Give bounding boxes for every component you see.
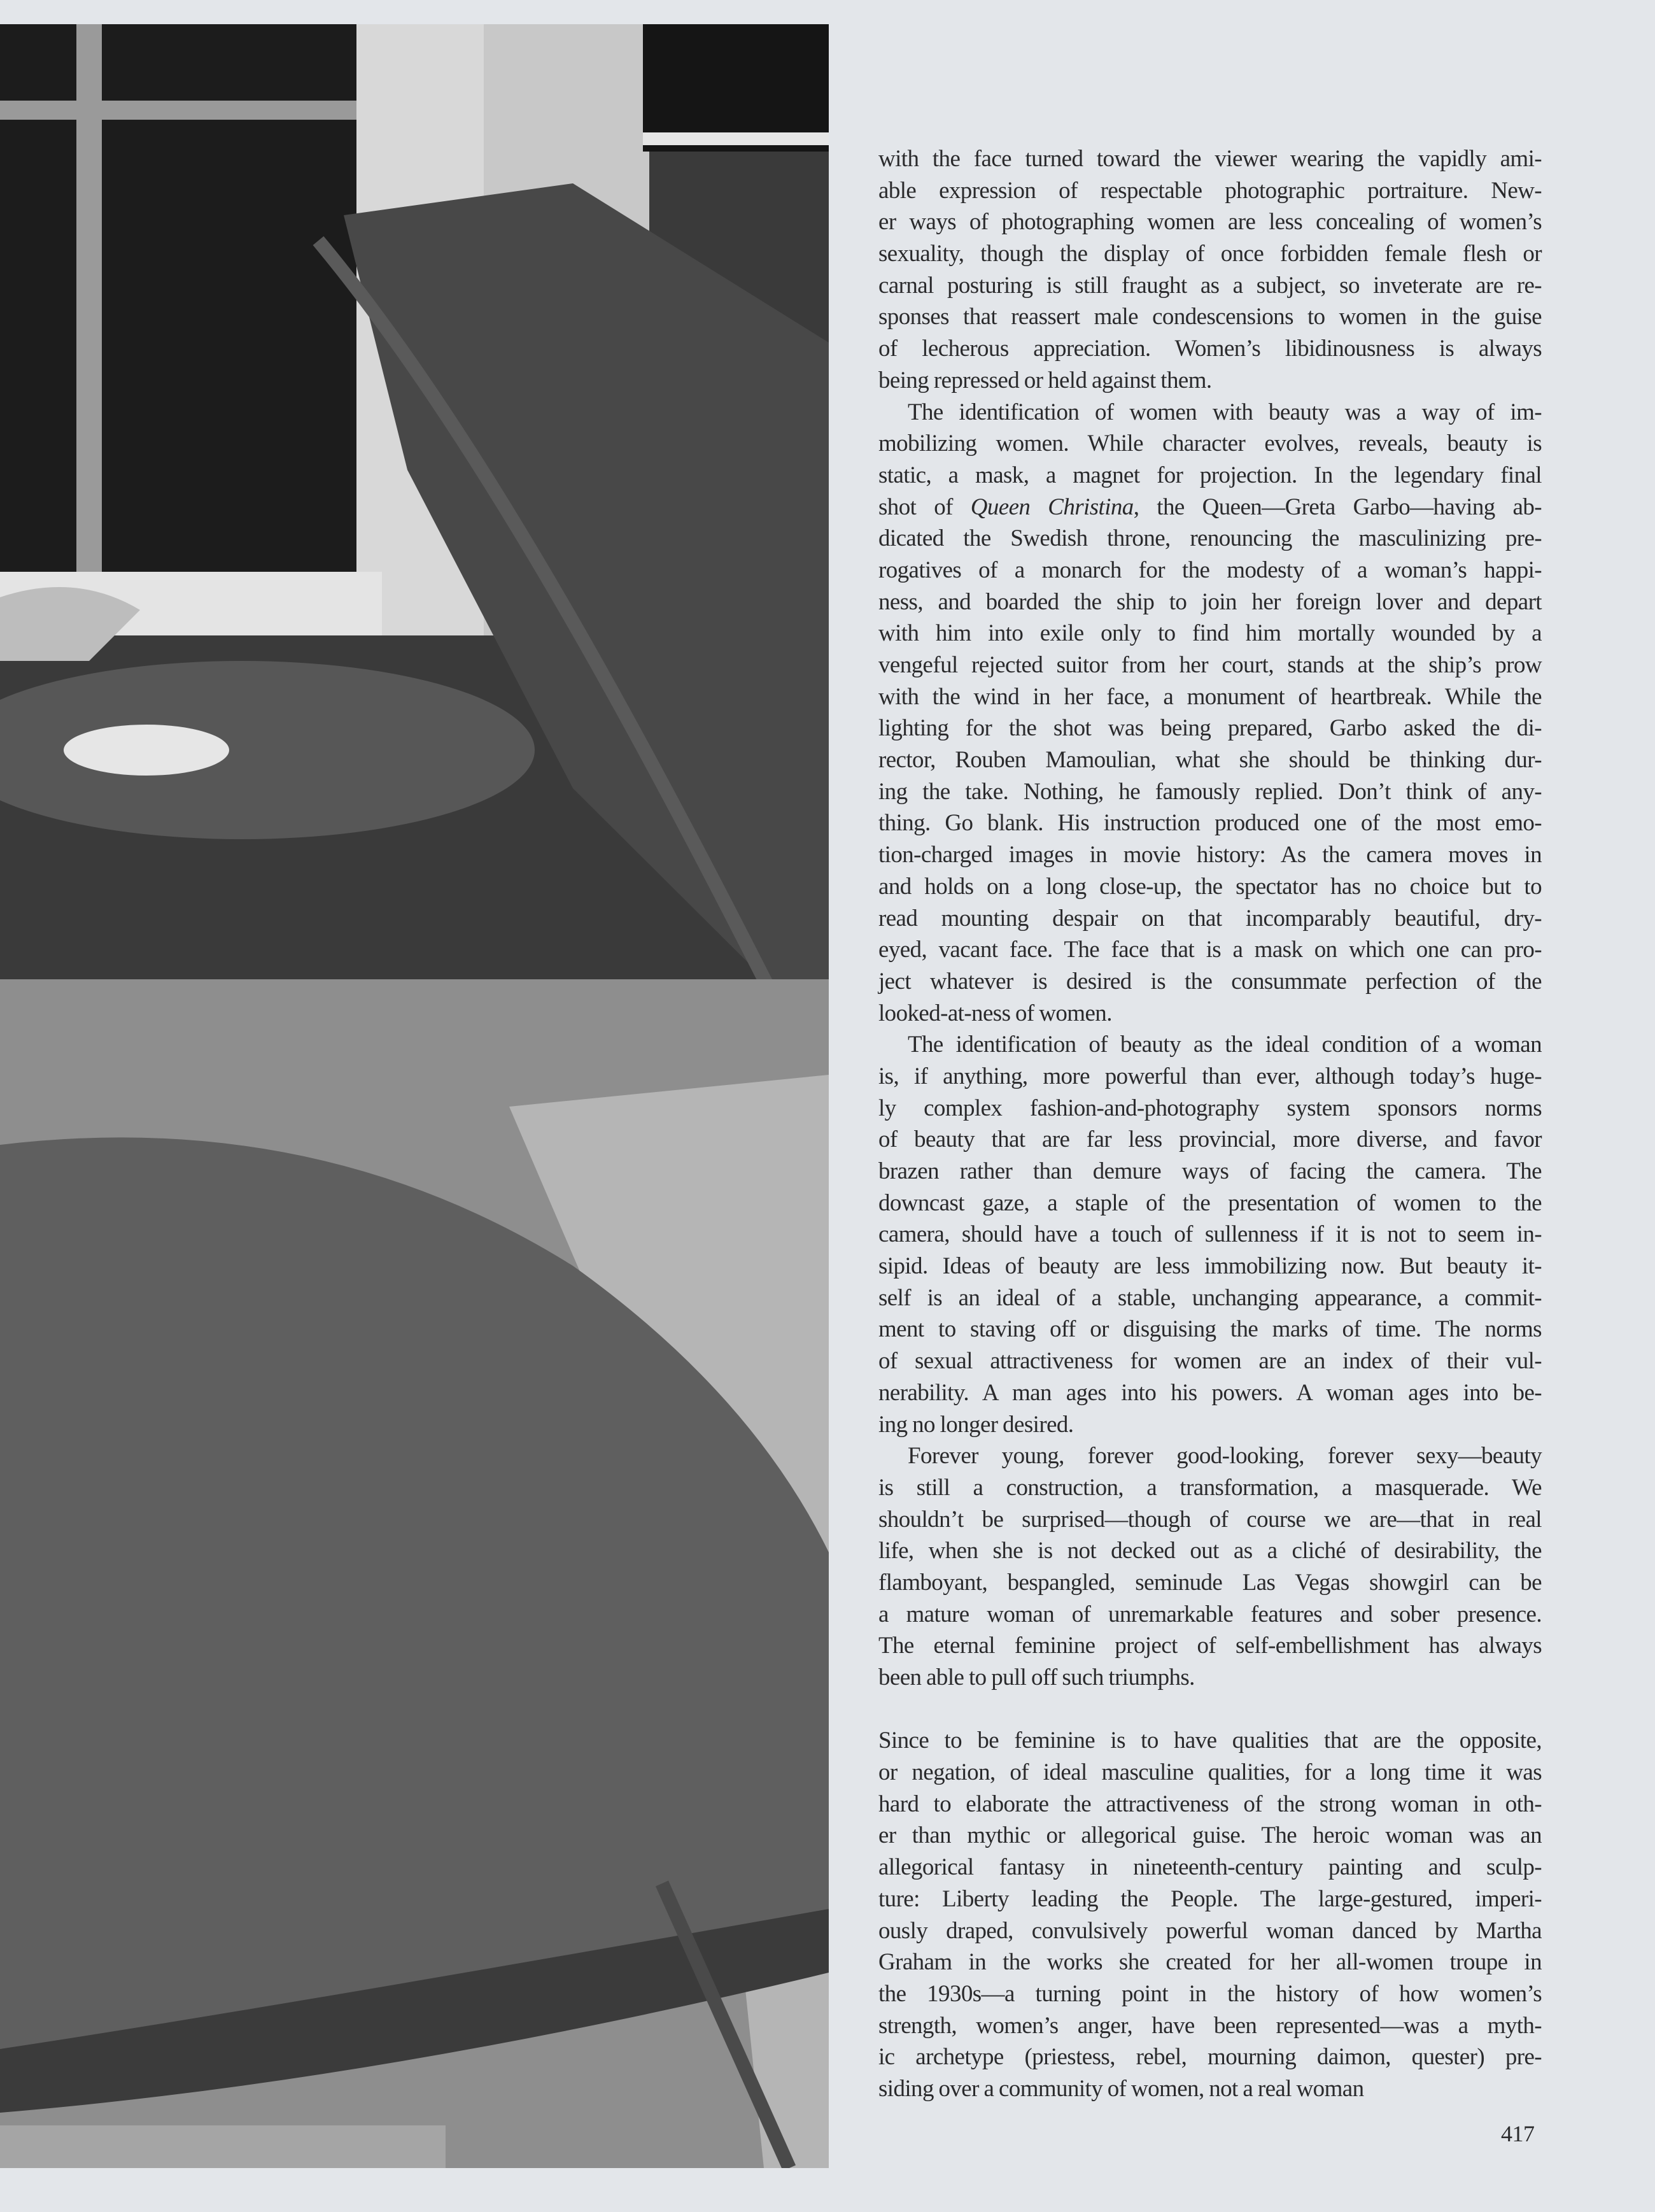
- text-line: the 1930s—a turning point in the history of how women’s: [878, 1980, 1542, 2007]
- text-line: with him into exile only to find him mortally wounded by a: [878, 620, 1542, 647]
- text-line: a mature woman of unremarkable features and sober presence.: [878, 1601, 1542, 1627]
- paragraph: [878, 397, 1542, 1030]
- text-line: being repressed or held against them.: [878, 367, 1212, 393]
- paragraph: [878, 1029, 1542, 1440]
- text-line: ic archetype (priestess, rebel, mourning daimon, quester) pre-: [878, 2044, 1542, 2071]
- text-line: of beauty that are far less provincial, more diverse, and favor: [878, 1126, 1542, 1153]
- text-line: flamboyant, bespangled, seminude Las Vegas showgirl can be: [878, 1569, 1542, 1596]
- film-title: Queen Christina: [970, 493, 1134, 520]
- text-line: ing no longer desired.: [878, 1411, 1074, 1438]
- text-line: shot of Queen Christina, the Queen—Greta Garbo—having ab-: [878, 493, 1542, 520]
- text-line: hard to elaborate the attractiveness of the strong woman in oth-: [878, 1790, 1542, 1817]
- text-line: Since to be feminine is to have qualities that are the opposite,: [878, 1727, 1542, 1754]
- text-line: with the wind in her face, a monument of heartbreak. While the: [878, 683, 1542, 710]
- text-line: strength, women’s anger, have been represented—was a myth-: [878, 2012, 1542, 2039]
- text-line: Graham in the works she created for her all-women troupe in: [878, 1949, 1542, 1976]
- text-line: dicated the Swedish throne, renouncing the masculinizing pre-: [878, 525, 1542, 552]
- paragraph: [878, 1440, 1542, 1694]
- text-line: er than mythic or allegorical guise. The heroic woman was an: [878, 1822, 1542, 1849]
- text-line: self is an ideal of a stable, unchanging appearance, a commit-: [878, 1284, 1542, 1311]
- text-line: ture: Liberty leading the People. The large-gestured, imperi-: [878, 1885, 1542, 1912]
- text-line: tion-charged images in movie history: As the camera moves in: [878, 842, 1542, 868]
- text-line: nerability. A man ages into his powers. A woman ages into be-: [878, 1379, 1542, 1406]
- text-line: shouldn’t be surprised—though of course we are—that in real: [878, 1506, 1542, 1533]
- text-line: sponses that reassert male condescensions to women in the guise: [878, 304, 1542, 330]
- text-line: camera, should have a touch of sullenness if it is not to seem in-: [878, 1221, 1542, 1248]
- text-line: sipid. Ideas of beauty are less immobilizing now. But beauty it-: [878, 1253, 1542, 1280]
- text-line: er ways of photographing women are less concealing of women’s: [878, 209, 1542, 236]
- text-line: ness, and boarded the ship to join her foreign lover and depart: [878, 588, 1542, 615]
- text-line: ly complex fashion-and-photography system sponsors norms: [878, 1095, 1542, 1121]
- text-line: brazen rather than demure ways of facing the camera. The: [878, 1158, 1542, 1184]
- text-line: is, if anything, more powerful than ever, although today’s huge-: [878, 1063, 1542, 1089]
- text-line: The eternal feminine project of self-embellishment has always: [878, 1633, 1542, 1659]
- text-line: lighting for the shot was being prepared, Garbo asked the di-: [878, 715, 1542, 742]
- text-line: siding over a community of women, not a real woman: [878, 2075, 1364, 2102]
- text-line: eyed, vacant face. The face that is a mask on which one can pro-: [878, 937, 1542, 963]
- text-line: looked-at-ness of women.: [878, 1000, 1112, 1026]
- text-line: carnal posturing is still fraught as a subject, so inveterate are re-: [878, 272, 1542, 299]
- paragraph: [878, 143, 1542, 397]
- photograph-lounge-chairs: [0, 24, 829, 2168]
- text-line: been able to pull off such triumphs.: [878, 1664, 1195, 1691]
- text-line: ously draped, convulsively powerful woman danced by Martha: [878, 1917, 1542, 1944]
- text-line: Forever young, forever good-looking, forever sexy—beauty: [908, 1443, 1542, 1470]
- text-line: ment to staving off or disguising the marks of time. The norms: [878, 1316, 1542, 1343]
- body-text-column: [878, 143, 1542, 2105]
- text-line: or negation, of ideal masculine qualities, for a long time it was: [878, 1759, 1542, 1786]
- text-line: thing. Go blank. His instruction produced one of the most emo-: [878, 810, 1542, 837]
- text-line: rector, Rouben Mamoulian, what she should be thinking dur-: [878, 747, 1542, 774]
- text-line: and holds on a long close-up, the spectator has no choice but to: [878, 873, 1542, 900]
- paragraph: [878, 1725, 1542, 2104]
- text-line: sexuality, though the display of once forbidden female flesh or: [878, 241, 1542, 267]
- section-break: [878, 1694, 1542, 1726]
- text-line: read mounting despair on that incomparably beautiful, dry-: [878, 905, 1542, 932]
- text-line: rogatives of a monarch for the modesty of a woman’s happi-: [878, 557, 1542, 583]
- text-line: ject whatever is desired is the consummate perfection of the: [878, 968, 1542, 995]
- text-line: of lecherous appreciation. Women’s libidinousness is always: [878, 336, 1542, 362]
- text-line: of sexual attractiveness for women are an index of their vul-: [878, 1348, 1542, 1375]
- text-line: life, when she is not decked out as a cliché of desirability, the: [878, 1538, 1542, 1564]
- text-line: The identification of beauty as the ideal condition of a woman: [908, 1032, 1542, 1058]
- text-line: mobilizing women. While character evolves, reveals, beauty is: [878, 430, 1542, 457]
- text-line: vengeful rejected suitor from her court, stands at the ship’s prow: [878, 652, 1542, 678]
- text-line: able expression of respectable photographic portraiture. New-: [878, 177, 1542, 204]
- text-line: downcast gaze, a staple of the presentation of women to the: [878, 1189, 1542, 1216]
- text-line: with the face turned toward the viewer wearing the vapidly ami-: [878, 146, 1542, 172]
- text-line: allegorical fantasy in nineteenth-century painting and sculp-: [878, 1854, 1542, 1881]
- text-line: The identification of women with beauty was a way of im-: [908, 399, 1542, 425]
- text-line: is still a construction, a transformation, a masquerade. We: [878, 1474, 1542, 1501]
- text-line: static, a mask, a magnet for projection. In the legendary final: [878, 462, 1542, 488]
- text-line: ing the take. Nothing, he famously replied. Don’t think of any-: [878, 778, 1542, 805]
- page-number: 417: [1501, 2121, 1535, 2146]
